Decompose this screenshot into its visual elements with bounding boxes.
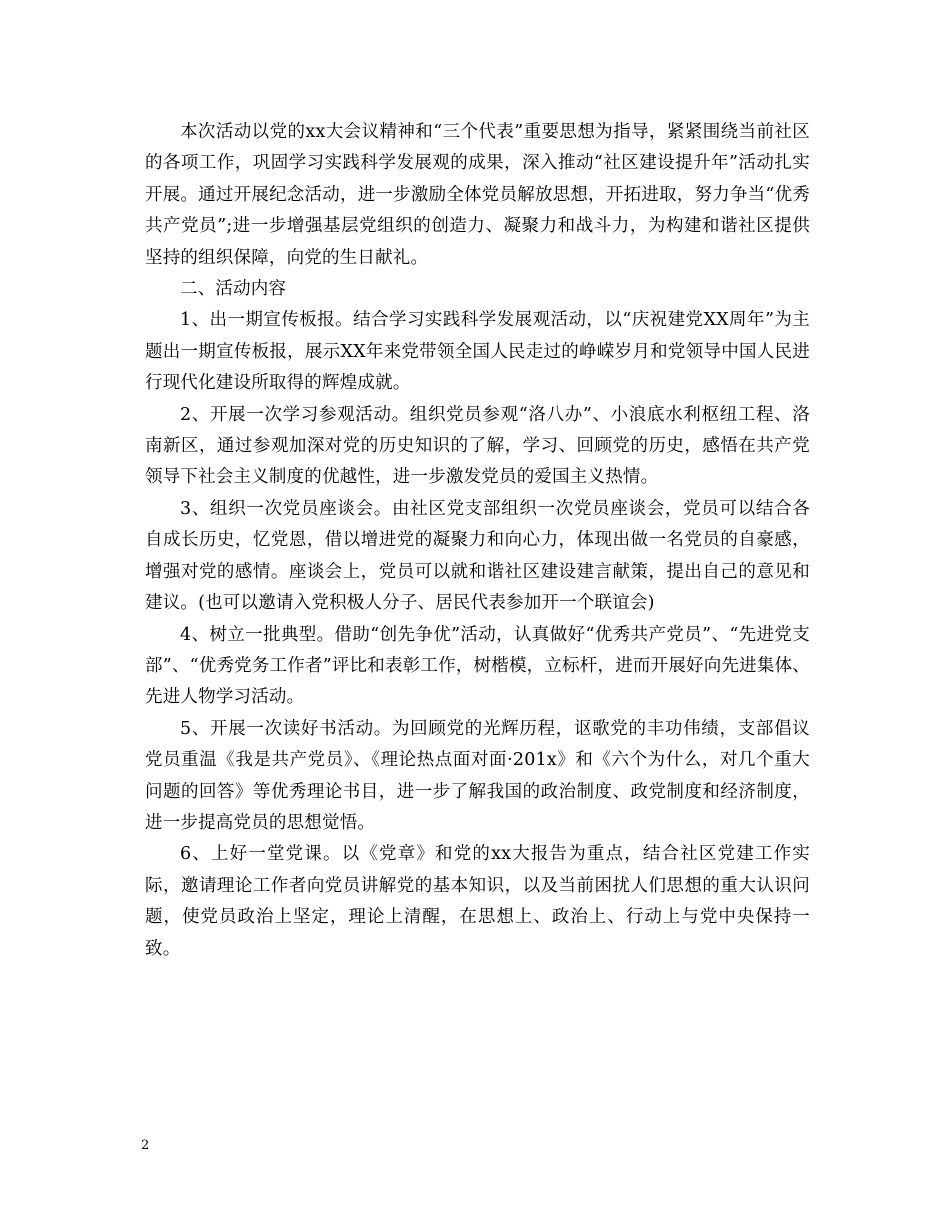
paragraph-item-2: 2、开展一次学习参观活动。组织党员参观“洛八办”、小浪底水利枢纽工程、洛南新区，通过参观加深对党的历史知识的了解，学习、回顾党的历史，感悟在共产党领导下社会主义制度的优越性，进一步激发党员的爱国主义热情。 — [145, 404, 810, 488]
paragraph-item-6: 6、上好一堂党课。以《党章》和党的xx大报告为重点，结合社区党建工作实际，邀请理论工作者向党员讲解党的基本知识，以及当前困扰人们思想的重大认识问题，使党员政治上坚定，理论上清醒，在思想上、政治上、行动上与党中央保持一致。 — [145, 844, 810, 959]
section-heading-activity-content: 二、活动内容 — [180, 279, 287, 300]
paragraph-intro: 本次活动以党的xx大会议精神和“三个代表”重要思想为指导，紧紧围绕当前社区的各项工作，巩固学习实践科学发展观的成果，深入推动“社区建设提升年”活动扎实开展。通过开展纪念活动，进一步激励全体党员解放思想，开拓进取，努力争当“优秀共产党员”;进一步增强基层党组织的创造力、凝聚力和战斗力，为构建和谐社区提供坚持的组织保障，向党的生日献礼。 — [145, 122, 810, 268]
document-body — [145, 117, 810, 965]
paragraph-item-3: 3、组织一次党员座谈会。由社区党支部组织一次党员座谈会，党员可以结合各自成长历史，忆党恩，借以增进党的凝聚力和向心力，体现出做一名党员的自豪感，增强对党的感情。座谈会上，党员可以就和谐社区建设建言献策，提出自己的意见和建议。(也可以邀请入党积极人分子、居民代表参加开一个联谊会) — [145, 498, 810, 614]
paragraph-item-1: 1、出一期宣传板报。结合学习实践科学发展观活动，以“庆祝建党XX周年”为主题出一期宣传板报，展示XX年来党带领全国人民走过的峥嵘岁月和党领导中国人民进行现代化建设所取得的辉煌成就。 — [145, 310, 810, 394]
page-number: 2 — [141, 1138, 150, 1153]
paragraph-item-4: 4、树立一批典型。借助“创先争优”活动，认真做好“优秀共产党员”、“先进党支部”、“优秀党务工作者”评比和表彰工作，树楷模，立标杆，进而开展好向先进集体、先进人物学习活动。 — [145, 624, 810, 708]
paragraph-item-5: 5、开展一次读好书活动。为回顾党的光辉历程，讴歌党的丰功伟绩，支部倡议党员重温《我是共产党员》、《理论热点面对面·201x》和《六个为什么，对几个重大问题的回答》等优秀理论书目，进一步了解我国的政治制度、政党制度和经济制度，进一步提高党员的思想觉悟。 — [145, 718, 810, 833]
